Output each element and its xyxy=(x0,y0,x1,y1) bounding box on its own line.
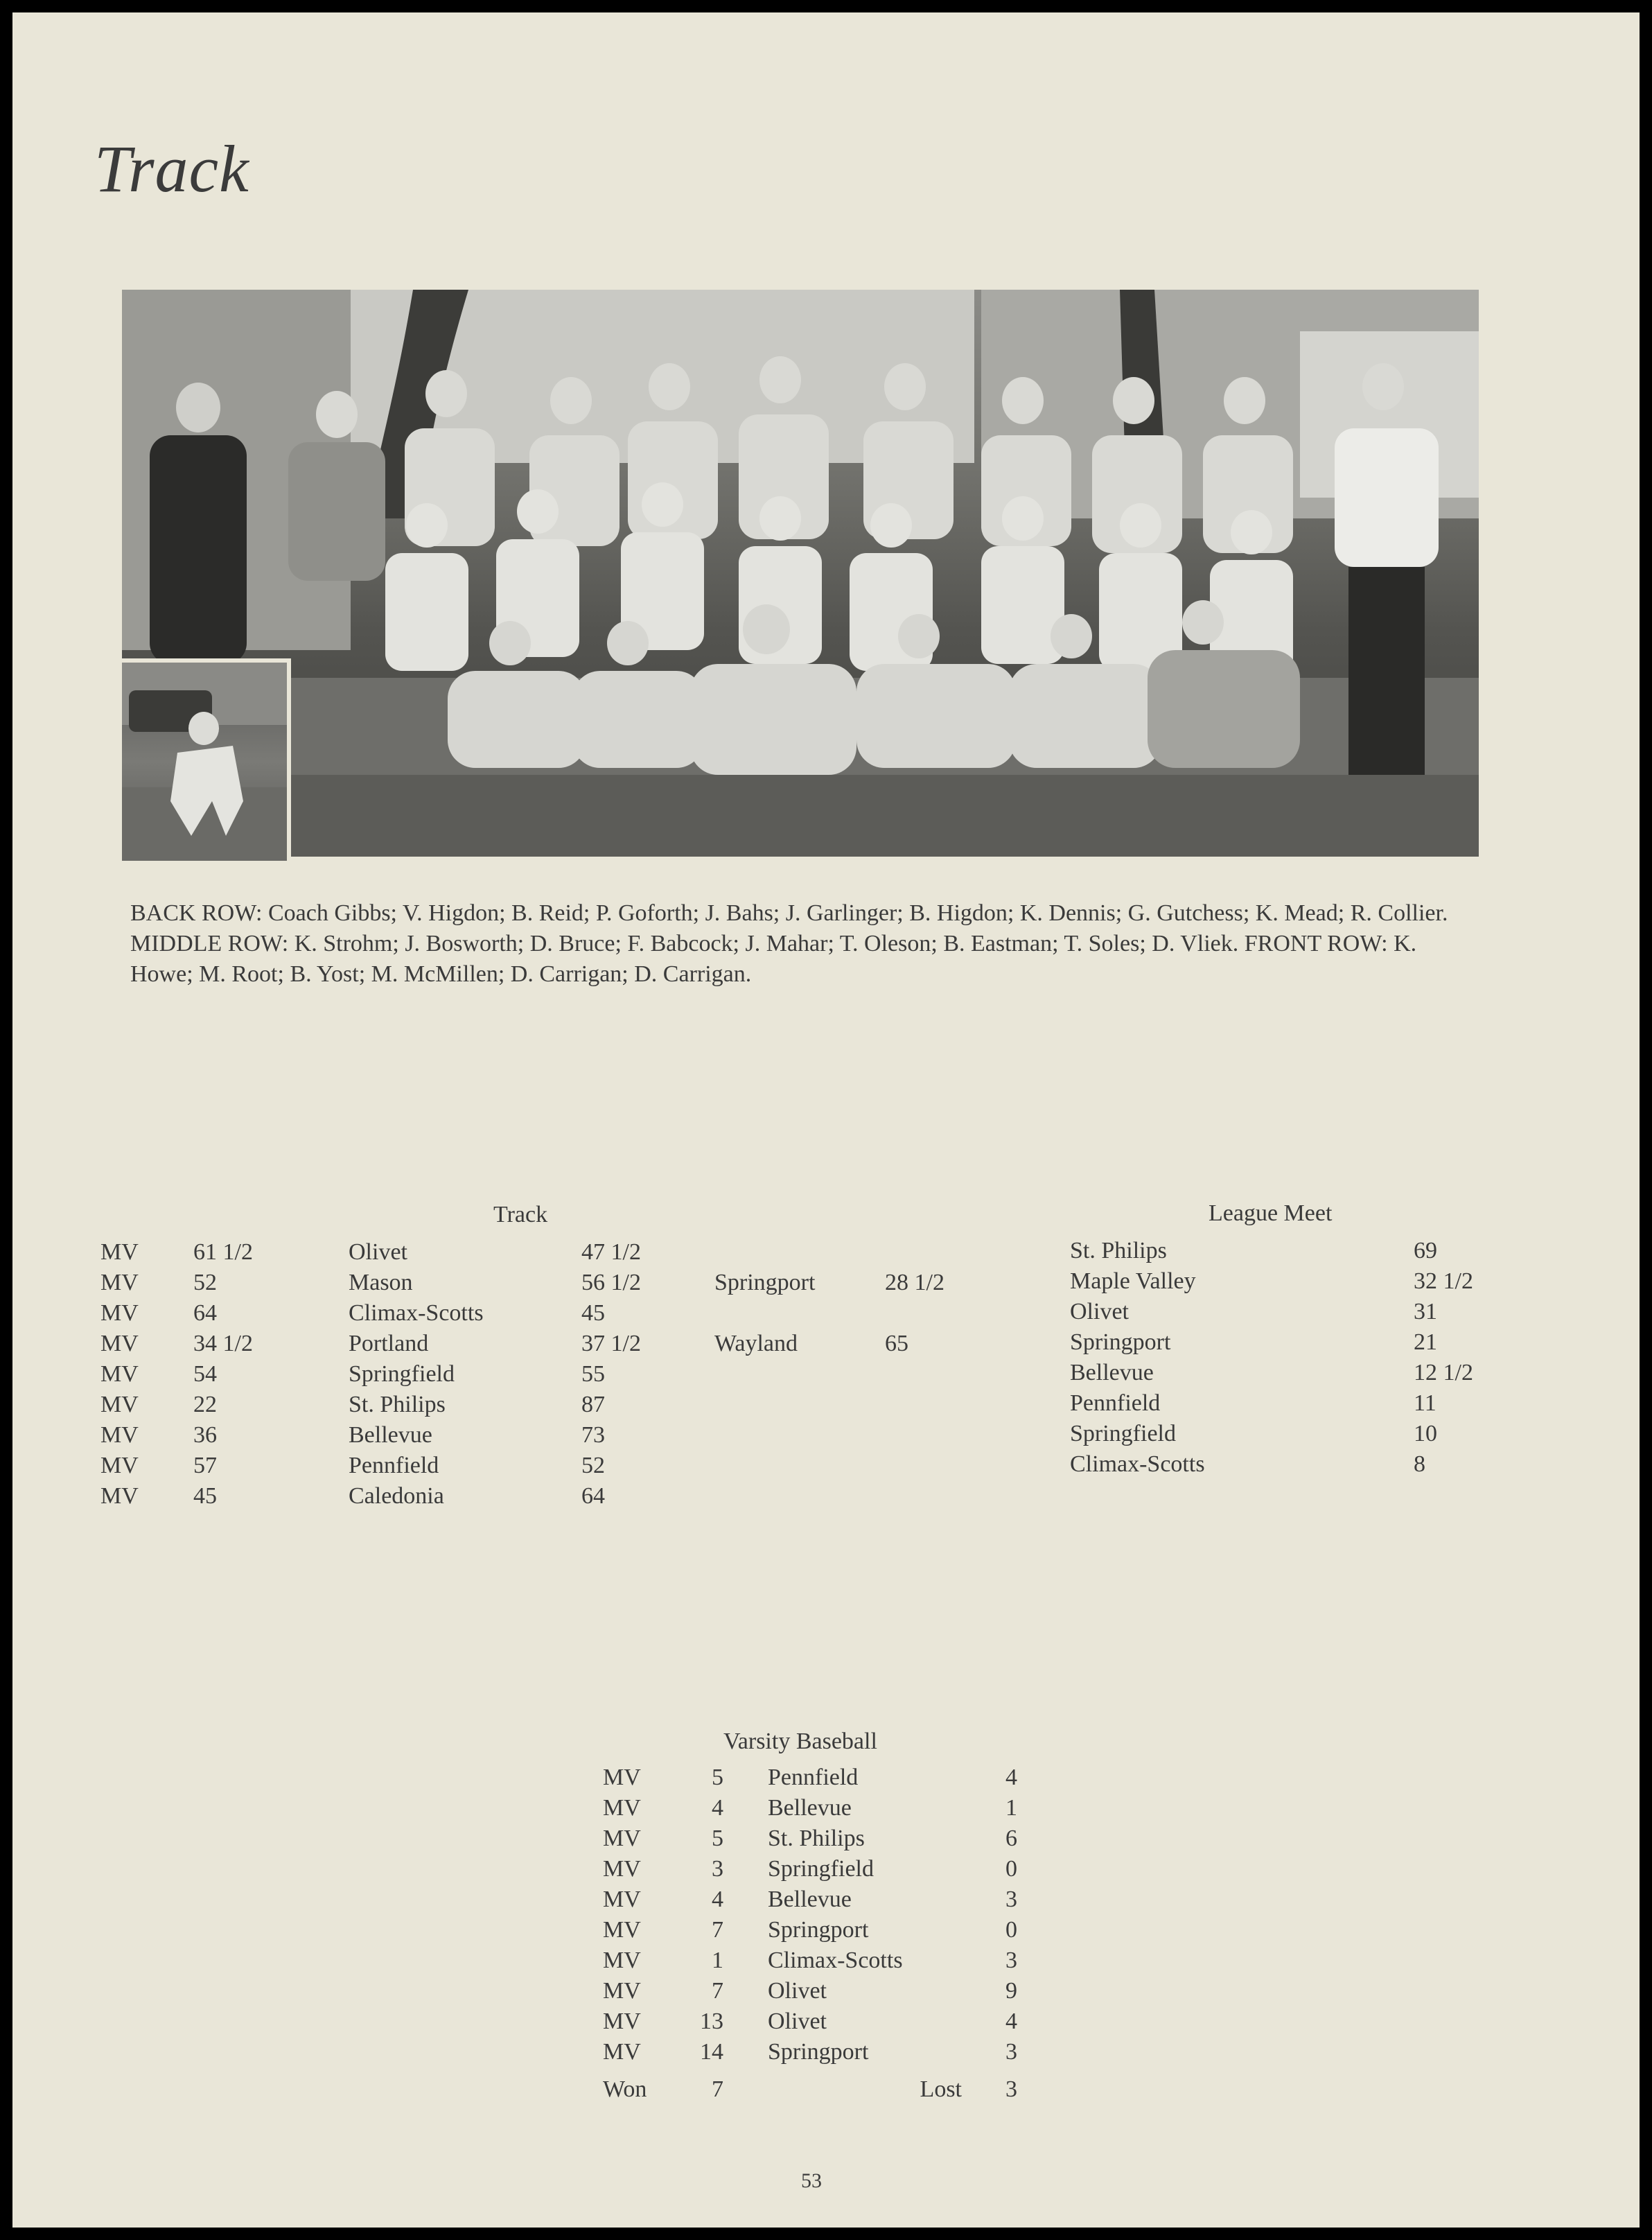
baseball-opponent: St. Philips xyxy=(768,1826,865,1851)
track-team: MV xyxy=(100,1483,139,1509)
track-row xyxy=(100,1361,968,1392)
track-opp-score: 87 xyxy=(581,1392,605,1417)
track-opp-score: 64 xyxy=(581,1483,605,1509)
baseball-opp-score: 9 xyxy=(1005,1978,1017,2004)
baseball-opponent: Climax-Scotts xyxy=(768,1948,903,1973)
baseball-team: MV xyxy=(603,1978,641,2004)
baseball-team: MV xyxy=(603,1795,641,1821)
lost-label: Lost xyxy=(920,2076,962,2102)
baseball-opponent: Pennfield xyxy=(768,1765,859,1790)
track-score: 34 1/2 xyxy=(193,1331,253,1356)
baseball-opp-score: 3 xyxy=(1005,1887,1017,1912)
baseball-score: 5 xyxy=(712,1765,723,1790)
track-opp2 xyxy=(714,1361,885,1392)
track-opp2 xyxy=(714,1422,885,1453)
won-label: Won xyxy=(603,2076,647,2102)
league-team: Pennfield xyxy=(1070,1390,1161,1416)
baseball-opponent: Springport xyxy=(768,2039,869,2065)
baseball-results-table xyxy=(603,1765,1017,2107)
league-team: Bellevue xyxy=(1070,1360,1154,1385)
league-row xyxy=(1070,1360,1511,1390)
baseball-team: MV xyxy=(603,1826,641,1851)
baseball-score: 14 xyxy=(700,2039,723,2065)
baseball-opp-score: 4 xyxy=(1005,2009,1017,2034)
track-opp2 xyxy=(714,1239,885,1270)
page-number: 53 xyxy=(801,2169,822,2192)
league-score: 8 xyxy=(1414,1451,1425,1477)
league-row xyxy=(1070,1299,1511,1329)
track-opp-score: 73 xyxy=(581,1422,605,1448)
track-opp2-score xyxy=(885,1453,968,1483)
track-team: MV xyxy=(100,1331,139,1356)
league-score: 31 xyxy=(1414,1299,1437,1324)
baseball-opp-score: 1 xyxy=(1005,1795,1017,1821)
track-team: MV xyxy=(100,1422,139,1448)
baseball-row xyxy=(603,1765,1017,1795)
track-opponent: Bellevue xyxy=(349,1422,432,1448)
league-score: 69 xyxy=(1414,1238,1437,1263)
league-team: Olivet xyxy=(1070,1299,1129,1324)
baseball-opp-score: 3 xyxy=(1005,1948,1017,1973)
track-opponent: Mason xyxy=(349,1270,413,1295)
track-score: 61 1/2 xyxy=(193,1239,253,1265)
track-team: MV xyxy=(100,1361,139,1387)
track-row xyxy=(100,1422,968,1453)
league-team: Springfield xyxy=(1070,1421,1176,1446)
track-opp2 xyxy=(714,1483,885,1514)
track-row xyxy=(100,1331,968,1361)
baseball-row xyxy=(603,1856,1017,1887)
baseball-score: 4 xyxy=(712,1795,723,1821)
league-score: 32 1/2 xyxy=(1414,1268,1473,1294)
league-team: Maple Valley xyxy=(1070,1268,1196,1294)
baseball-team: MV xyxy=(603,2009,641,2034)
league-title: League Meet xyxy=(1209,1200,1333,1226)
league-row xyxy=(1070,1268,1511,1299)
track-opponent: Springfield xyxy=(349,1361,455,1387)
baseball-row xyxy=(603,1978,1017,2009)
track-opp2 xyxy=(714,1453,885,1483)
baseball-opponent: Bellevue xyxy=(768,1795,852,1821)
league-row xyxy=(1070,1390,1511,1421)
track-row xyxy=(100,1483,968,1514)
baseball-record-row xyxy=(603,2070,1017,2107)
league-team: St. Philips xyxy=(1070,1238,1167,1263)
caption-text: BACK ROW: Coach Gibbs; V. Higdon; B. Reid; P. Goforth; J. Bahs; J. Garlinger; B. Higdon; K. Dennis; G. Gutchess; K. Mead; R. Collier. MIDDLE ROW: K. Strohm; J. Bosworth; D. Bruce; F. Babcock; J. Mahar; T. Oleson; B. Eastman; T. Soles; D. Vliek. FRONT ROW: K. Howe; M. Root; B. Yost; M. McMillen; D. Carrigan; D. Carrigan. xyxy=(130,900,1448,987)
yearbook-page xyxy=(12,12,1640,2228)
baseball-row xyxy=(603,2009,1017,2039)
track-opponent: Pennfield xyxy=(349,1453,439,1478)
track-title: Track xyxy=(493,1202,548,1227)
lost-count: 3 xyxy=(1005,2076,1017,2102)
baseball-score: 7 xyxy=(712,1917,723,1943)
baseball-team: MV xyxy=(603,1948,641,1973)
track-row xyxy=(100,1392,968,1422)
baseball-opponent: Olivet xyxy=(768,1978,827,2004)
track-opponent: Climax-Scotts xyxy=(349,1300,484,1326)
track-team: MV xyxy=(100,1300,139,1326)
league-row xyxy=(1070,1238,1511,1268)
league-row xyxy=(1070,1421,1511,1451)
track-opponent: Olivet xyxy=(349,1239,407,1265)
baseball-row xyxy=(603,1948,1017,1978)
track-opp2-score xyxy=(885,1300,968,1331)
track-opp-score: 37 1/2 xyxy=(581,1331,641,1356)
baseball-opponent: Bellevue xyxy=(768,1887,852,1912)
inset-photo xyxy=(122,658,291,861)
track-opp2: Wayland xyxy=(714,1331,798,1356)
track-team: MV xyxy=(100,1453,139,1478)
track-opp2 xyxy=(714,1392,885,1422)
league-team: Springport xyxy=(1070,1329,1171,1355)
league-row xyxy=(1070,1329,1511,1360)
track-team: MV xyxy=(100,1270,139,1295)
baseball-opp-score: 0 xyxy=(1005,1917,1017,1943)
baseball-score: 5 xyxy=(712,1826,723,1851)
baseball-title: Varsity Baseball xyxy=(723,1729,877,1754)
baseball-opp-score: 4 xyxy=(1005,1765,1017,1790)
baseball-team: MV xyxy=(603,1765,641,1790)
league-row xyxy=(1070,1451,1511,1482)
track-row xyxy=(100,1239,968,1270)
league-score: 12 1/2 xyxy=(1414,1360,1473,1385)
track-opp2-score: 28 1/2 xyxy=(885,1270,944,1295)
track-score: 22 xyxy=(193,1392,217,1417)
team-photo xyxy=(122,290,1479,857)
page-title: Track xyxy=(94,132,249,206)
league-team: Climax-Scotts xyxy=(1070,1451,1205,1477)
baseball-score: 13 xyxy=(700,2009,723,2034)
track-opponent: Portland xyxy=(349,1331,429,1356)
baseball-opp-score: 6 xyxy=(1005,1826,1017,1851)
league-results-table xyxy=(1070,1238,1511,1482)
track-team: MV xyxy=(100,1239,139,1265)
track-opp-score: 56 1/2 xyxy=(581,1270,641,1295)
track-results-table xyxy=(100,1239,968,1514)
league-score: 21 xyxy=(1414,1329,1437,1355)
baseball-opponent: Olivet xyxy=(768,2009,827,2034)
track-opp-score: 55 xyxy=(581,1361,605,1387)
photo-caption xyxy=(130,898,1461,990)
won-count: 7 xyxy=(712,2076,723,2102)
track-score: 45 xyxy=(193,1483,217,1509)
baseball-team: MV xyxy=(603,2039,641,2065)
baseball-score: 1 xyxy=(712,1948,723,1973)
league-score: 10 xyxy=(1414,1421,1437,1446)
track-score: 64 xyxy=(193,1300,217,1326)
track-opp2-score xyxy=(885,1483,968,1514)
baseball-row xyxy=(603,1917,1017,1948)
track-score: 36 xyxy=(193,1422,217,1448)
baseball-row xyxy=(603,1887,1017,1917)
track-opp-score: 52 xyxy=(581,1453,605,1478)
track-score: 57 xyxy=(193,1453,217,1478)
baseball-score: 4 xyxy=(712,1887,723,1912)
team-photo-art xyxy=(122,290,1479,857)
track-team: MV xyxy=(100,1392,139,1417)
track-opp2-score xyxy=(885,1239,968,1270)
track-opp2 xyxy=(714,1300,885,1331)
inset-photo-art xyxy=(122,663,287,861)
track-opp2: Springport xyxy=(714,1270,816,1295)
baseball-row xyxy=(603,1795,1017,1826)
league-score: 11 xyxy=(1414,1390,1436,1416)
baseball-team: MV xyxy=(603,1887,641,1912)
track-opponent: St. Philips xyxy=(349,1392,446,1417)
baseball-opp-score: 0 xyxy=(1005,1856,1017,1882)
baseball-opp-score: 3 xyxy=(1005,2039,1017,2065)
baseball-opponent: Springport xyxy=(768,1917,869,1943)
track-opp2-score xyxy=(885,1392,968,1422)
track-row xyxy=(100,1300,968,1331)
track-row xyxy=(100,1453,968,1483)
track-opp2-score: 65 xyxy=(885,1331,908,1356)
track-score: 52 xyxy=(193,1270,217,1295)
track-opp2-score xyxy=(885,1361,968,1392)
track-row xyxy=(100,1270,968,1300)
track-opponent: Caledonia xyxy=(349,1483,444,1509)
baseball-score: 3 xyxy=(712,1856,723,1882)
track-opp-score: 45 xyxy=(581,1300,605,1326)
baseball-row xyxy=(603,1826,1017,1856)
track-score: 54 xyxy=(193,1361,217,1387)
baseball-row xyxy=(603,2039,1017,2070)
baseball-team: MV xyxy=(603,1856,641,1882)
baseball-opponent: Springfield xyxy=(768,1856,874,1882)
track-opp-score: 47 1/2 xyxy=(581,1239,641,1265)
track-opp2-score xyxy=(885,1422,968,1453)
baseball-team: MV xyxy=(603,1917,641,1943)
baseball-score: 7 xyxy=(712,1978,723,2004)
